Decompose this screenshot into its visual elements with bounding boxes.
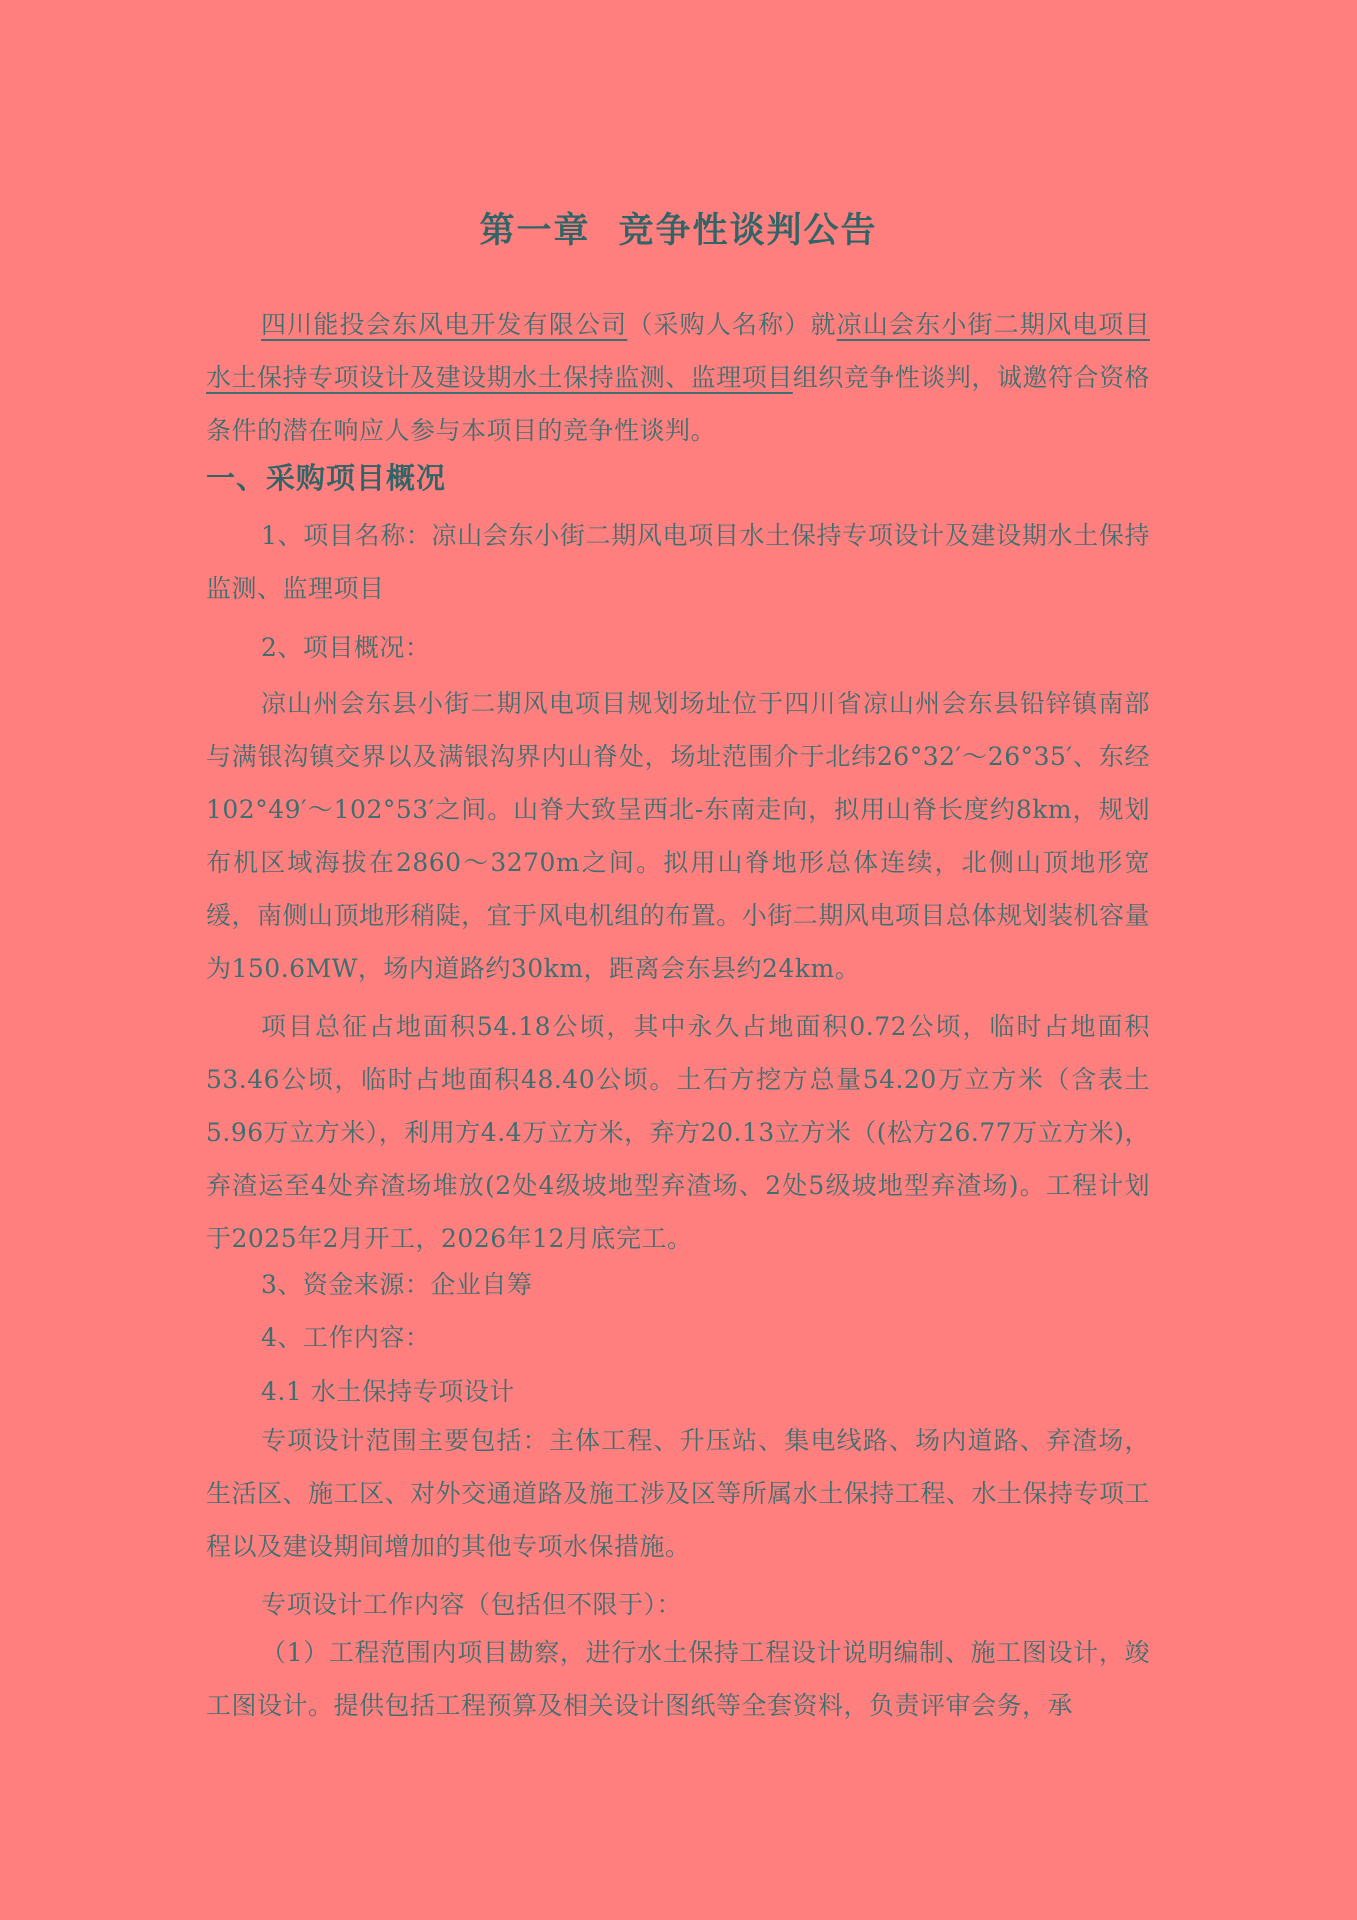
item-funding-source: 3、资金来源：企业自筹 bbox=[261, 1270, 533, 1299]
land-area-paragraph: 项目总征占地面积54.18公顷，其中永久占地面积0.72公顷，临时占地面积53.46公顷，临时占地面积48.40公顷。土石方挖方总量54.20万立方米（含表土5.96万立方米），利用方4.4万立方米，弃方20.13立方米（(松方26.77万立方米)，弃渣运至4处弃渣场堆放(2处4级坡地型弃渣场、2处5级坡地型弃渣场)。工程计划于2025年2月开工，2026年12月底完工。 bbox=[206, 1012, 1150, 1253]
section-heading: 一、采购项目概况 bbox=[206, 461, 447, 495]
overview-paragraph: 凉山州会东县小街二期风电项目规划场址位于四川省凉山州会东县铅锌镇南部与满银沟镇交界以及满银沟界内山脊处，场址范围介于北纬26°32′～26°35′、东经102°49′～102°53′之间。山脊大致呈西北-东南走向，拟用山脊长度约8km，规划布机区域海拔在2860～3270m之间。拟用山脊地形总体连续，北侧山顶地形宽缓，南侧山顶地形稍陡，宜于风电机组的布置。小街二期风电项目总体规划装机容量为150.6MW，场内道路约30km，距离会东县约24km。 bbox=[206, 689, 1150, 983]
chapter-number: 第一章 bbox=[479, 210, 591, 251]
project-name: 凉山会东小街二期风电项目水土保持专项设计及建设期水土保持监测、监理项目 bbox=[206, 310, 1150, 392]
item-project-name: 1、项目名称：凉山会东小街二期风电项目水土保持专项设计及建设期水土保持监测、监理项目 bbox=[206, 521, 1150, 603]
purchaser-name: 四川能投会东风电开发有限公司 bbox=[261, 310, 628, 339]
design-scope-paragraph: 专项设计范围主要包括：主体工程、升压站、集电线路、场内道路、弃渣场，生活区、施工区、对外交通道路及施工涉及区等所属水土保持工程、水土保持专项工程以及建设期间增加的其他专项水保措施。 bbox=[206, 1426, 1150, 1561]
chapter-title bbox=[0, 203, 1357, 253]
design-content-item-1: （1）工程范围内项目勘察，进行水土保持工程设计说明编制、施工图设计，竣工图设计。提供包括工程预算及相关设计图纸等全套资料，负责评审会务，承 bbox=[206, 1638, 1150, 1720]
purchaser-note: （采购人名称）就 bbox=[627, 310, 837, 339]
intro-tail: 组织竞争性谈判，诚邀符合资格条件的潜在响应人参与本项目的竞争性谈判。 bbox=[206, 363, 1150, 445]
item-project-overview: 2、项目概况： bbox=[261, 633, 431, 662]
intro-paragraph bbox=[206, 298, 1150, 457]
item-soil-design: 4.1 水土保持专项设计 bbox=[261, 1377, 515, 1406]
design-content-heading: 专项设计工作内容（包括但不限于）： bbox=[261, 1590, 683, 1619]
chapter-name: 竞争性谈判公告 bbox=[618, 210, 878, 251]
item-work-content: 4、工作内容： bbox=[261, 1323, 431, 1352]
